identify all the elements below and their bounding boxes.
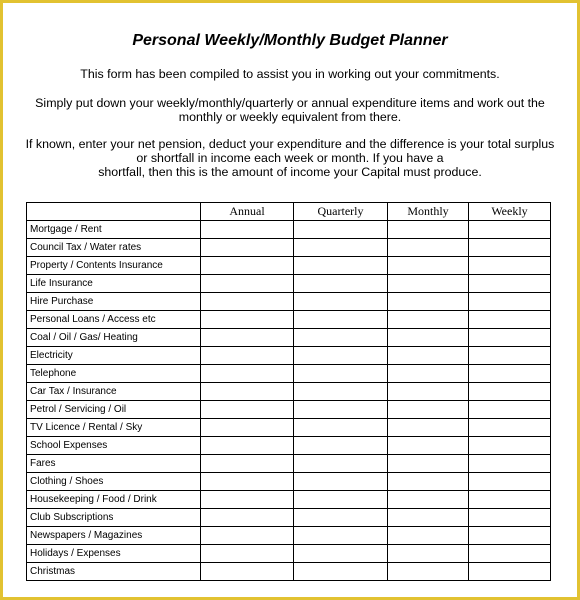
quarterly-amount-cell[interactable]: [294, 419, 388, 437]
monthly-amount-cell[interactable]: [388, 437, 469, 455]
annual-amount-cell[interactable]: [201, 509, 294, 527]
weekly-amount-cell[interactable]: [469, 365, 551, 383]
annual-amount-cell[interactable]: [201, 383, 294, 401]
column-header-annual: Annual: [201, 203, 294, 221]
monthly-amount-cell[interactable]: [388, 311, 469, 329]
annual-amount-cell[interactable]: [201, 437, 294, 455]
annual-amount-cell[interactable]: [201, 365, 294, 383]
monthly-amount-cell[interactable]: [388, 257, 469, 275]
quarterly-amount-cell[interactable]: [294, 527, 388, 545]
table-row: [27, 437, 551, 455]
pension-line: shortfall, then this is the amount of income your Capital must produce.: [98, 165, 482, 179]
quarterly-amount-cell[interactable]: [294, 473, 388, 491]
table-row: [27, 473, 551, 491]
quarterly-amount-cell[interactable]: [294, 365, 388, 383]
expense-label: Petrol / Servicing / Oil: [27, 401, 201, 419]
annual-amount-cell[interactable]: [201, 293, 294, 311]
expense-label: Club Subscriptions: [27, 509, 201, 527]
monthly-amount-cell[interactable]: [388, 383, 469, 401]
table-row: [27, 311, 551, 329]
annual-amount-cell[interactable]: [201, 455, 294, 473]
document-title: Personal Weekly/Monthly Budget Planner: [132, 32, 448, 49]
quarterly-amount-cell[interactable]: [294, 293, 388, 311]
weekly-amount-cell[interactable]: [469, 527, 551, 545]
table-row: [27, 239, 551, 257]
table-row: [27, 455, 551, 473]
quarterly-amount-cell[interactable]: [294, 401, 388, 419]
table-header-row: [27, 203, 551, 221]
monthly-amount-cell[interactable]: [388, 347, 469, 365]
table-row: [27, 383, 551, 401]
monthly-amount-cell[interactable]: [388, 221, 469, 239]
annual-amount-cell[interactable]: [201, 239, 294, 257]
expense-label: Newspapers / Magazines: [27, 527, 201, 545]
table-row: [27, 419, 551, 437]
monthly-amount-cell[interactable]: [388, 563, 469, 581]
expense-label: Mortgage / Rent: [27, 221, 201, 239]
table-row: [27, 545, 551, 563]
annual-amount-cell[interactable]: [201, 347, 294, 365]
quarterly-amount-cell[interactable]: [294, 437, 388, 455]
annual-amount-cell[interactable]: [201, 491, 294, 509]
annual-amount-cell[interactable]: [201, 473, 294, 491]
weekly-amount-cell[interactable]: [469, 473, 551, 491]
monthly-amount-cell[interactable]: [388, 473, 469, 491]
expense-label: Clothing / Shoes: [27, 473, 201, 491]
expense-label: School Expenses: [27, 437, 201, 455]
annual-amount-cell[interactable]: [201, 563, 294, 581]
expense-label: Property / Contents Insurance: [27, 257, 201, 275]
annual-amount-cell[interactable]: [201, 257, 294, 275]
table-row: [27, 527, 551, 545]
table-row: [27, 275, 551, 293]
quarterly-amount-cell[interactable]: [294, 329, 388, 347]
expense-label: Christmas: [27, 563, 201, 581]
monthly-amount-cell[interactable]: [388, 239, 469, 257]
table-row: [27, 293, 551, 311]
weekly-amount-cell[interactable]: [469, 383, 551, 401]
intro-paragraph: [23, 67, 557, 81]
weekly-amount-cell[interactable]: [469, 455, 551, 473]
budget-table-body: [27, 221, 551, 581]
monthly-amount-cell[interactable]: [388, 419, 469, 437]
monthly-amount-cell[interactable]: [388, 293, 469, 311]
annual-amount-cell[interactable]: [201, 545, 294, 563]
table-row: [27, 401, 551, 419]
weekly-amount-cell[interactable]: [469, 239, 551, 257]
table-row: [27, 221, 551, 239]
table-row: [27, 257, 551, 275]
weekly-amount-cell[interactable]: [469, 419, 551, 437]
annual-amount-cell[interactable]: [201, 401, 294, 419]
quarterly-amount-cell[interactable]: [294, 563, 388, 581]
expense-label: Council Tax / Water rates: [27, 239, 201, 257]
expense-label: Life Insurance: [27, 275, 201, 293]
table-row: [27, 347, 551, 365]
instruction-paragraph: [23, 96, 557, 124]
column-header-monthly: Monthly: [388, 203, 469, 221]
annual-amount-cell[interactable]: [201, 419, 294, 437]
pension-line: or shortfall in income each week or month. If you have a: [136, 151, 444, 165]
quarterly-amount-cell[interactable]: [294, 275, 388, 293]
quarterly-amount-cell[interactable]: [294, 347, 388, 365]
table-row: [27, 491, 551, 509]
expense-label: Car Tax / Insurance: [27, 383, 201, 401]
annual-amount-cell[interactable]: [201, 329, 294, 347]
intro-line: This form has been compiled to assist you in working out your commitments.: [80, 67, 500, 81]
weekly-amount-cell[interactable]: [469, 257, 551, 275]
monthly-amount-cell[interactable]: [388, 401, 469, 419]
expense-label: Telephone: [27, 365, 201, 383]
column-header-quarterly: Quarterly: [294, 203, 388, 221]
weekly-amount-cell[interactable]: [469, 221, 551, 239]
monthly-amount-cell[interactable]: [388, 545, 469, 563]
weekly-amount-cell[interactable]: [469, 437, 551, 455]
monthly-amount-cell[interactable]: [388, 527, 469, 545]
document-page: [3, 3, 577, 597]
quarterly-amount-cell[interactable]: [294, 491, 388, 509]
expense-label: Housekeeping / Food / Drink: [27, 491, 201, 509]
weekly-amount-cell[interactable]: [469, 491, 551, 509]
expense-label: Fares: [27, 455, 201, 473]
quarterly-amount-cell[interactable]: [294, 383, 388, 401]
annual-amount-cell[interactable]: [201, 275, 294, 293]
expense-label: Coal / Oil / Gas/ Heating: [27, 329, 201, 347]
table-row: [27, 365, 551, 383]
expense-label: Personal Loans / Access etc: [27, 311, 201, 329]
quarterly-amount-cell[interactable]: [294, 455, 388, 473]
annual-amount-cell[interactable]: [201, 311, 294, 329]
quarterly-amount-cell[interactable]: [294, 311, 388, 329]
weekly-amount-cell[interactable]: [469, 275, 551, 293]
monthly-amount-cell[interactable]: [388, 329, 469, 347]
monthly-amount-cell[interactable]: [388, 455, 469, 473]
expense-label: Hire Purchase: [27, 293, 201, 311]
budget-table: [26, 202, 551, 581]
weekly-amount-cell[interactable]: [469, 545, 551, 563]
quarterly-amount-cell[interactable]: [294, 545, 388, 563]
expense-label: Electricity: [27, 347, 201, 365]
annual-amount-cell[interactable]: [201, 527, 294, 545]
column-header-weekly: Weekly: [469, 203, 551, 221]
weekly-amount-cell[interactable]: [469, 329, 551, 347]
pension-paragraph: [23, 137, 557, 179]
quarterly-amount-cell[interactable]: [294, 257, 388, 275]
weekly-amount-cell[interactable]: [469, 293, 551, 311]
weekly-amount-cell[interactable]: [469, 347, 551, 365]
monthly-amount-cell[interactable]: [388, 509, 469, 527]
monthly-amount-cell[interactable]: [388, 275, 469, 293]
quarterly-amount-cell[interactable]: [294, 509, 388, 527]
expense-label: Holidays / Expenses: [27, 545, 201, 563]
weekly-amount-cell[interactable]: [469, 311, 551, 329]
instruction-line: monthly or weekly equivalent from there.: [178, 110, 402, 124]
instruction-line: Simply put down your weekly/monthly/quarterly or annual expenditure items and work out the: [35, 96, 545, 110]
weekly-amount-cell[interactable]: [469, 509, 551, 527]
monthly-amount-cell[interactable]: [388, 491, 469, 509]
table-row: [27, 563, 551, 581]
expense-label: TV Licence / Rental / Sky: [27, 419, 201, 437]
pension-line: If known, enter your net pension, deduct your expenditure and the difference is your total surplus: [25, 137, 555, 151]
quarterly-amount-cell[interactable]: [294, 239, 388, 257]
column-header-item: [27, 203, 201, 221]
annual-amount-cell[interactable]: [201, 221, 294, 239]
table-row: [27, 509, 551, 527]
monthly-amount-cell[interactable]: [388, 365, 469, 383]
weekly-amount-cell[interactable]: [469, 401, 551, 419]
weekly-amount-cell[interactable]: [469, 563, 551, 581]
table-row: [27, 329, 551, 347]
quarterly-amount-cell[interactable]: [294, 221, 388, 239]
